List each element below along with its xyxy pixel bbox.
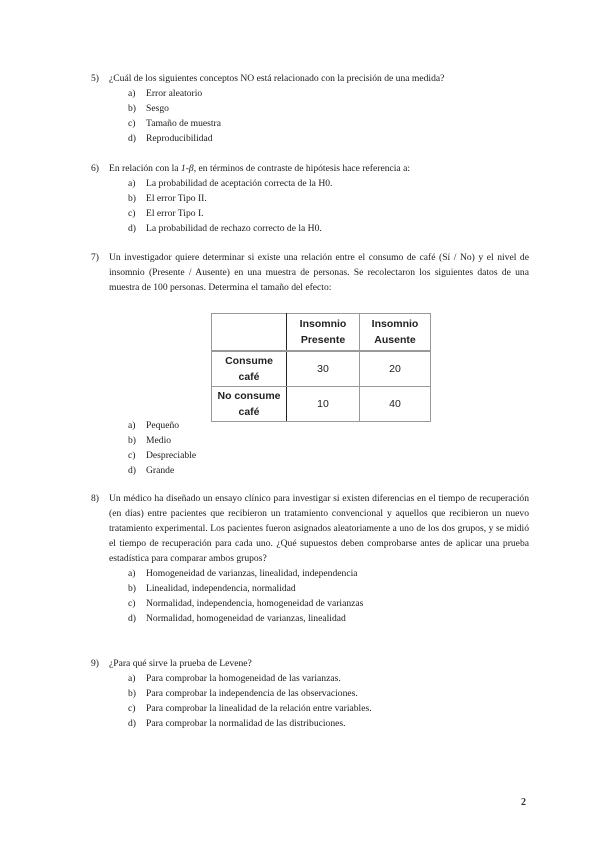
question-stem: ¿Para qué sirve la prueba de Levene? [109,658,252,669]
table-cell: 20 [360,351,431,387]
option-a: a) Error aleatorio [128,88,203,99]
table-cell: 10 [287,387,360,422]
option-d: d) Normalidad, homogeneidad de varianzas, linealidad [128,613,346,624]
option-a: a) La probabilidad de aceptación correcta de la H0. [128,178,333,189]
question-number: 7) [91,252,99,263]
table-cell: 30 [287,351,360,387]
option-a: a) Pequeño [128,420,180,431]
option-c: c) El error Tipo I. [128,208,204,219]
question-5 [91,71,529,146]
options-list [128,671,529,731]
options-list [128,86,529,146]
option-b: b) Linealidad, independencia, normalidad [128,583,296,594]
row-label-consume-cafe: Consume café [212,351,287,387]
question-9 [91,656,529,731]
question-7 [91,250,529,295]
option-b: b) Para comprobar la independencia de las observaciones. [128,688,358,699]
option-d: d) Grande [128,465,175,476]
option-b: b) El error Tipo II. [128,193,207,204]
beta-expression: 1-β [180,163,194,174]
question-number: 9) [91,658,99,669]
table-cell: 40 [360,387,431,422]
question-stem: Un médico ha diseñado un ensayo clínico para investigar si existen diferencias en el tiempo de recuperación (en días) entre pacientes que recibieron un tratamiento convencional y aquellos que recibieron un nuevo tratamiento experimental. Los pacientes fueron asignados aleatoriamente a uno de los dos grupos, y se midió el tiempo de recuperación para cada uno. ¿Qué supuestos deben comprobarse antes de aplicar una prueba estadística para comparar ambos grupos? [109,493,529,564]
option-d: d) Para comprobar la normalidad de las distribuciones. [128,718,346,729]
option-d: d) La probabilidad de rechazo correcto de la H0. [128,223,322,234]
option-a: a) Homogeneidad de varianzas, linealidad, independencia [128,568,358,579]
options-list [128,418,529,478]
table-corner-cell [212,314,287,352]
table-row [212,387,431,422]
option-c: c) Tamaño de muestra [128,118,221,129]
options-list [128,176,529,236]
question-number: 5) [91,73,99,84]
options-list [128,566,529,626]
contingency-table [211,313,431,422]
question-6 [91,161,529,236]
table-header-row [212,314,431,352]
question-number: 6) [91,163,99,174]
option-c: c) Normalidad, independencia, homogeneidad de varianzas [128,598,364,609]
table-header-insomnio-presente: Insomnio Presente [287,314,360,352]
table-row [212,351,431,387]
option-c: c) Para comprobar la linealidad de la relación entre variables. [128,703,372,714]
question-7-options [91,418,529,478]
option-d: d) Reproducibilidad [128,133,213,144]
option-b: b) Sesgo [128,103,169,114]
question-stem: Un investigador quiere determinar si existe una relación entre el consumo de café (Sí / No) y el nivel de insomnio (Presente / Ausente) en una muestra de personas. Se recolectaron los siguientes datos de una muestra de 100 personas. Determina el tamaño del efecto: [109,252,529,293]
option-c: c) Despreciable [128,450,197,461]
question-stem: En relación con la 1-β, en términos de contraste de hipótesis hace referencia a: [109,163,410,174]
row-label-no-consume-cafe: No consume café [212,387,287,422]
table-header-insomnio-ausente: Insomnio Ausente [360,314,431,352]
option-b: b) Medio [128,435,172,446]
question-stem: ¿Cuál de los siguientes conceptos NO está relacionado con la precisión de una medida? [109,73,445,84]
option-a: a) Para comprobar la homogeneidad de las varianzas. [128,673,341,684]
question-number: 8) [91,493,99,504]
page-number: 2 [521,797,526,808]
question-8 [91,491,529,626]
